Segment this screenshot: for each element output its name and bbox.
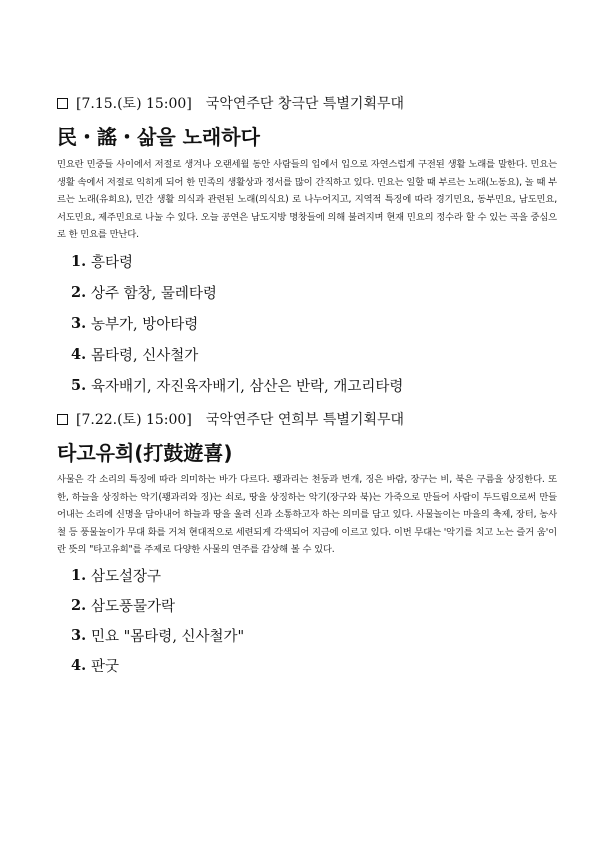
checkbox-icon <box>57 98 68 109</box>
description-line: 오늘 공연은 남도지방 명창들에 의해 불려지며 현재 민요의 정수라 할 수 있는 곡을 중심으로 한 민요를 <box>57 211 557 240</box>
item-text: 흥타령 <box>91 254 134 271</box>
program-item <box>71 308 557 339</box>
program-item <box>71 277 557 308</box>
event-title: 타고유희(打鼓遊喜) <box>57 441 233 465</box>
item-text: 몸타령, 신사철가 <box>91 347 199 364</box>
item-text: 판굿 <box>91 659 120 675</box>
item-number: 2. <box>71 283 87 301</box>
event-description <box>57 156 557 244</box>
program-item <box>71 339 557 370</box>
event-header <box>57 408 557 430</box>
program-item <box>71 370 557 401</box>
item-number: 1. <box>71 252 87 270</box>
item-text: 육자배기, 자진육자배기, 삼산은 반락, 개고리타령 <box>91 378 404 395</box>
program-item <box>71 651 557 681</box>
checkbox-icon <box>57 414 68 425</box>
program-list <box>71 246 557 401</box>
item-text: 삼도설장구 <box>91 569 162 585</box>
item-number: 4. <box>71 657 87 674</box>
program-item <box>71 246 557 277</box>
item-number: 3. <box>71 314 87 332</box>
item-number: 2. <box>71 597 87 614</box>
description-line: 화를 거쳐 현대적으로 세련되게 각색되어 지금에 이르고 있다. 이번 무대는 '악기를 치고 노는 즐거 <box>147 526 535 538</box>
description-line: 북)는 가죽으로 만들어 사람이 두드림으로써 만들어내는 소리에 신명을 담아내어 하늘과 땅을 울려 <box>57 491 558 520</box>
event-date: [7.22.(토) 15:00] <box>76 412 192 428</box>
item-text: 삼도풍물가락 <box>91 599 176 615</box>
event-section-1 <box>57 92 557 401</box>
description-line: 로 나누어지고, 지역적 특징에 따라 경기민요, 동부민요, 남도민요, 서도민요, 제주민요로 나눌 수 있다. <box>57 194 557 223</box>
description-line: 민요는 일할 때 부르는 노래(노동요), 놀 때 부르는 노래(유희요), 민간 생활 의식과 관련된 노래(의식요) <box>57 176 558 205</box>
event-header <box>57 92 557 114</box>
item-number: 4. <box>71 345 87 363</box>
item-text: 농부가, 방아타령 <box>91 316 199 333</box>
item-number: 5. <box>71 376 87 394</box>
description-line: 노래를 말한다. 민요는 생활 속에서 저절로 익히게 되어 한 민족의 생활상과 정서를 많이 간직하고 있다. <box>57 159 557 188</box>
program-item <box>71 591 557 621</box>
description-line: 움'이란 뜻의 "타고유희"를 주제로 다양한 사물의 연주를 감상해 볼 수 있다. <box>57 526 557 555</box>
description-line: 신과 소통하고자 하는 의미를 담고 있다. 사물놀이는 마을의 축제, 장터, 농사철 등 풍물놀이가 무대 <box>57 509 557 538</box>
program-item <box>71 621 557 651</box>
item-number: 1. <box>71 567 87 584</box>
description-line: 민요란 민중들 사이에서 저절로 생겨나 오랜세월 동안 사람들의 입에서 입으로 자연스럽게 구전된 생활 <box>57 159 466 170</box>
event-section-2 <box>57 408 557 681</box>
item-text: 상주 함창, 물레타령 <box>91 285 217 302</box>
description-line: 만난다. <box>109 229 139 240</box>
event-host: 국악연주단 연희부 특별기획무대 <box>205 412 405 428</box>
event-date: [7.15.(토) 15:00] <box>76 96 192 112</box>
item-text: 민요 "몸타령, 신사철가" <box>91 629 245 645</box>
description-line: 사물은 각 소리의 특징에 따라 의미하는 바가 다르다. 꽹과리는 천둥과 번개, 징은 바람, 장구는 비, <box>57 474 453 485</box>
event-title: 民・謠・삶을 노래하다 <box>57 125 260 149</box>
item-number: 3. <box>71 627 87 644</box>
description-line: 북은 구름을 상징한다. 또한, 하늘을 상징하는 악기(꽹과리와 징)는 쇠로, 땅을 상징하는 악기(장구와 <box>57 474 557 503</box>
event-host: 국악연주단 창극단 특별기획무대 <box>205 96 405 112</box>
program-list <box>71 561 557 681</box>
event-description <box>57 471 557 559</box>
program-item <box>71 561 557 591</box>
